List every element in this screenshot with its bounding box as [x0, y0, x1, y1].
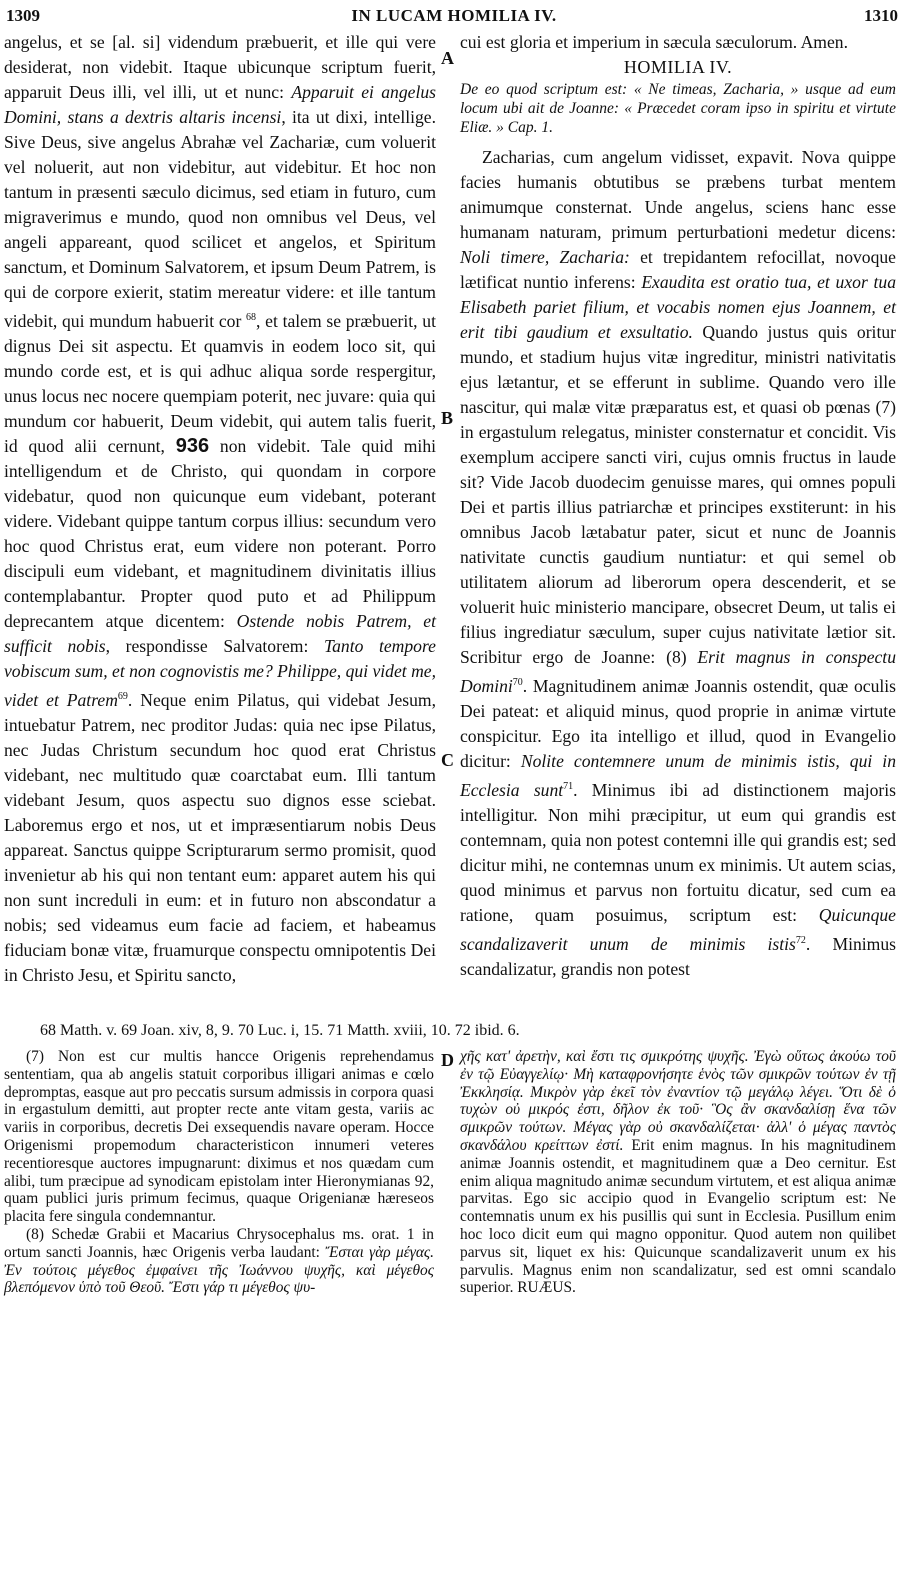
- footnote-ref: 71: [563, 780, 574, 792]
- left-column-number: 1309: [6, 6, 40, 25]
- greek-quote: χῆς κατ' ἀρετὴν, καὶ ἔστι τις σμικρότης ψυχῆς. Ἐγὼ οὕτως ἀκούω τοῦ ἐν τῷ Εὐαγγελίῳ· Μὴ καταφρονήσητε ἑνὸς τῶν σμικρῶν τούτων ἐν τῇ Ἐκκλησίᾳ. Μικρὸν γὰρ ἐκεῖ τὸν ἐναντίον τῷ μεγάλῳ λέγει. Ὅτι δὲ ὁ τυχὼν οὐ μικρός ἐστι, δῆλον ἐκ τοῦ· Ὃς ἂν σκανδαλίσῃ ἕνα τῶν σμικρῶν τούτων. Μέγας γὰρ οὐ σκανδαλίζεται· ἀλλ' ὁ μέγας παντὸς σκανδάλου κρείττων ἐστί.: [460, 1048, 896, 1154]
- quote: Quicunque scandalizaverit unum de minimis istis: [460, 904, 896, 954]
- quote: Nolite contemnere unum de minimis istis, qui in Ecclesia sunt: [460, 750, 896, 800]
- quote: Erit magnus in conspectu Domini: [460, 647, 896, 696]
- footnotes-right: [460, 1048, 896, 1297]
- quote: Apparuit ei angelus Domini, stans a dextris altaris incensi: [4, 82, 436, 127]
- text-span: . Minimus ibi ad distinctionem majoris intelligitur. Non mihi præcipitur, ut eum qui grandis est contemnam, quia non potest contemni ille qui grandis est; sed dicitur mihi, ne contemnas unum ex minimis. Ut autem scias, quod minimus et parvus non fortuitu dicatur, sed cum ea ratione, quam posuimus, scriptum est:: [460, 779, 896, 925]
- right-column: [460, 30, 896, 982]
- text-span: . Minimus scandalizatur, grandis non potest: [460, 933, 896, 979]
- footnote-ref: 70: [512, 677, 523, 688]
- footnote-ref: 68: [246, 312, 257, 323]
- text-span: (8) Schedæ Grabii et Macarius Chrysocephalus ms. orat. 1 in ortum sancti Joannis, hæc Origenis verba laudant:: [4, 1225, 434, 1261]
- text-span: non videbit. Tale quid mihi intelligendum et de Christo, qui quondam in corpore videbatur, quod non quicunque eum videbant, poterant videre. Videbant quippe tantum corpus illius: secundum vero hoc quod Christus erat, eum videre non poterant. Porro discipuli eum videbant, et magnitudinem divinitatis illius contemplabantur. Propter quod puto et ad Philippum deprecantem atque dicentem:: [4, 435, 437, 631]
- text-span: angelus, et se [al. si] videndum præbuerit, et ille qui vere desiderat, non videbit. Itaque ubicunque scriptum fuerit, apparuit Deus illi, vel illi, ut et nunc:: [4, 32, 436, 102]
- margin-letter-d: D: [441, 1050, 454, 1070]
- text-span: et trepidantem refocillat, novoque lætificat nuntio inferens:: [460, 247, 896, 292]
- left-column-text: [4, 30, 436, 988]
- footnotes-left: [4, 1048, 434, 1297]
- closing-doxology: cui est gloria et imperium in sæcula sæculorum. Amen.: [460, 32, 848, 52]
- homily-title: HOMILIA IV.: [623, 57, 733, 77]
- text-span: , respondisse Salvatorem:: [105, 635, 324, 656]
- greek-quote: Ἔσται γὰρ μέγας. Ἐν τούτοις μέγεθος ἐμφαίνει τῆς Ἰωάννου ψυχῆς, καὶ μέγεθος βλεπόμενον ὑπὸ τοῦ Θεοῦ. Ἔστι γάρ τι μέγεθος ψυ-: [4, 1243, 434, 1297]
- left-column: [4, 30, 436, 988]
- page-header: [0, 6, 908, 32]
- scripture-references: 68 Matth. v. 69 Joan. xiv, 8, 9. 70 Luc. i, 15. 71 Matth. xviii, 10. 72 ibid. 6.: [40, 1022, 520, 1039]
- editor-signature: RUÆUS.: [513, 1279, 576, 1297]
- margin-letter-b: B: [441, 408, 454, 428]
- text-span: Erit enim magnus. In his magnitudinem animæ Joannis ostendit, et magnitudinem quæ a Deo cernitur. Est enim aliqua magnitudo animæ secundum virtutem, et est aliqua animæ parvitas. Ego sic accipio quod in Evangelio scriptum est: Ne contemnatis unum ex his pusillis qui sunt in Ecclesia. Pusillum enim hoc loco dicit eum qui magno opponitur. Quod autem non quilibet parvus sit, liquet ex his: Quicunque scandalizaverit unum ex his parvulis. Magnus enim non scandalizatur, sed est omni scandalo superior.: [460, 1136, 897, 1297]
- chapter-summary: De eo quod scriptum est: « Ne timeas, Zacharia, » usque ad eum locum ubi ait de Joanne: « Præcedet coram ipso in spiritu et virtute Eliæ. » Cap. 1.: [460, 81, 896, 136]
- quote: Exaudita est oratio tua, et uxor tua Elisabeth pariet filium, et vocabis nomen ejus Joannem, et erit tibi gaudium et exsultatio.: [460, 272, 896, 342]
- running-title: IN LUCAM HOMILIA IV.: [351, 6, 557, 25]
- margin-letter-a: A: [441, 48, 454, 68]
- quote: Ostende nobis Patrem, et sufficit nobis: [4, 610, 436, 656]
- note-8: [4, 1226, 434, 1297]
- text-span: , ita ut dixi, intellige. Sive Deus, sive angelus Abrahæ vel Zachariæ, cum voluerit vel noluerit, aut non videbitur, aut videbitur. Et hoc non tantum in præsenti sæculo dicimus, sed etiam in futuro, cum migraverimus e mundo, quod non omnibus vel Deus, vel angeli appareant, quod scilicet et angelos, et Spiritum sanctum, et Dominum Salvatorem, et ipsum Deum Patrem, is qui de corpore exierit, statim mereatur videre: et ille tantum videbit, qui mundum habuerit cor: [4, 107, 436, 331]
- note-7: (7) Non est cur multis hancce Origenis reprehendamus sententiam, qua ab angelis statuit corporibus illigari animas e cœlo depromptas, easque aut pro peccatis sursum admissis in corpora quasi in ergastulum demitti, aut propter recte ante vitam gesta, variis ac variis in corporibus, decretis Dei exsequendis navare operam. Hocce Origenismi propemodum characteristicon innumeri veteres recentioresque auctores impugnarunt: diximus et nos quædam cum alibi, tum præcipue ad synodicam epistolam inter Hieronymianas 92, quam publici juris primum fecimus, quaque Origenianæ hæreseos placita fere singula condemnantur.: [4, 1048, 434, 1226]
- quote: Tanto tempore vobiscum sum, et non cognovistis me? Philippe, qui videt me, videt et Patrem: [4, 635, 436, 710]
- footnote-ref: 72: [795, 934, 806, 946]
- footnote-ref: 69: [117, 690, 128, 702]
- note-8-continued: [460, 1048, 896, 1297]
- text-span: . Neque enim Pilatus, qui videbat Jesum, intuebatur Patrem, nec proditor Judas: quia nec ipse Pilatus, nec Judas Christum secundum hoc quod erat Christus videbant, nec multitudo quæ coarctabat eum. Illi tantum videbant Jesum, quos aspectu suo dignos esse sciebat. Laboremus ergo et nos, ut et impræsentiarum nobis Deus appareat. Sanctus quippe Scripturarum sermo promisit, quod invenietur ab his qui non tentant eum: apparet autem his qui non sunt increduli in eum: et in futuro non abscondatur a nobis; sed videamus eum facie ad faciem, et habeamus fiduciam bonæ vitæ, fruamurque conspectu omnipotentis Dei in Christo Jesu, et Spiritu sancto,: [4, 689, 437, 985]
- text-span: , et talem se præbuerit, ut dignus Dei sit aspectu. Et quamvis in eodem loco sit, qui mundo corde est, et is qui adhuc aliqua sorde respergitur, unus locus nec nocere quempiam poterit, nec juvare: quia qui mundum cor habuerit, Deum videbit, qui autem talis fuerit, id quod alii cernunt,: [4, 310, 436, 456]
- text-span: . Magnitudinem animæ Joannis ostendit, quæ oculis Dei pateat: et aliquid minus, quod proprie in animæ virtute conspicitur. Ego ita intelligo et illud, quod in Evangelio dicitur:: [460, 675, 896, 771]
- quote: Noli timere, Zacharia:: [460, 247, 630, 267]
- text-span: Quando justus quis oritur mundo, et stadium hujus vitæ ingreditur, ministri nativitatis ejus lætantur, et se efferunt in sublime. Quando vero ille nascitur, qui malæ vitæ præparatus est, et quasi ob pœnas (7) in ergastulum relegatus, minister consternatur et concidit. Vis exemplum accipere sancti viri, cujus omnis fructus in laude sit? Vide Jacob duodecim genuisse mares, qui omnes populi Dei et partis illius patriarchæ et principes exstiterunt: in his omnibus Jacob lætabatur pater, sicut et nunc de Joannis nativitate cunctis gaudium nuntiatur: et qui semel ob utilitatem aliorum ad liberorum opera descenderit, et se voluerit huic ministerio mancipare, obsecret Deum, ut talis ei filius ingrediatur sæculum, super cujus nativitate lætior sit. Scribitur ergo de Joanne: (8): [460, 322, 896, 667]
- homily-text: [460, 145, 896, 982]
- margin-letter-c: C: [441, 750, 454, 770]
- text-span: Zacharias, cum angelum vidisset, expavit. Nova quippe facies humanis obtutibus se præbens turbat mentem animumque consternat. Unde angelus, sciens hanc esse humanam naturam, primum perturbationi medetur dicens:: [460, 147, 896, 242]
- right-column-number: 1310: [864, 6, 898, 25]
- inline-column-number: 936: [175, 434, 210, 457]
